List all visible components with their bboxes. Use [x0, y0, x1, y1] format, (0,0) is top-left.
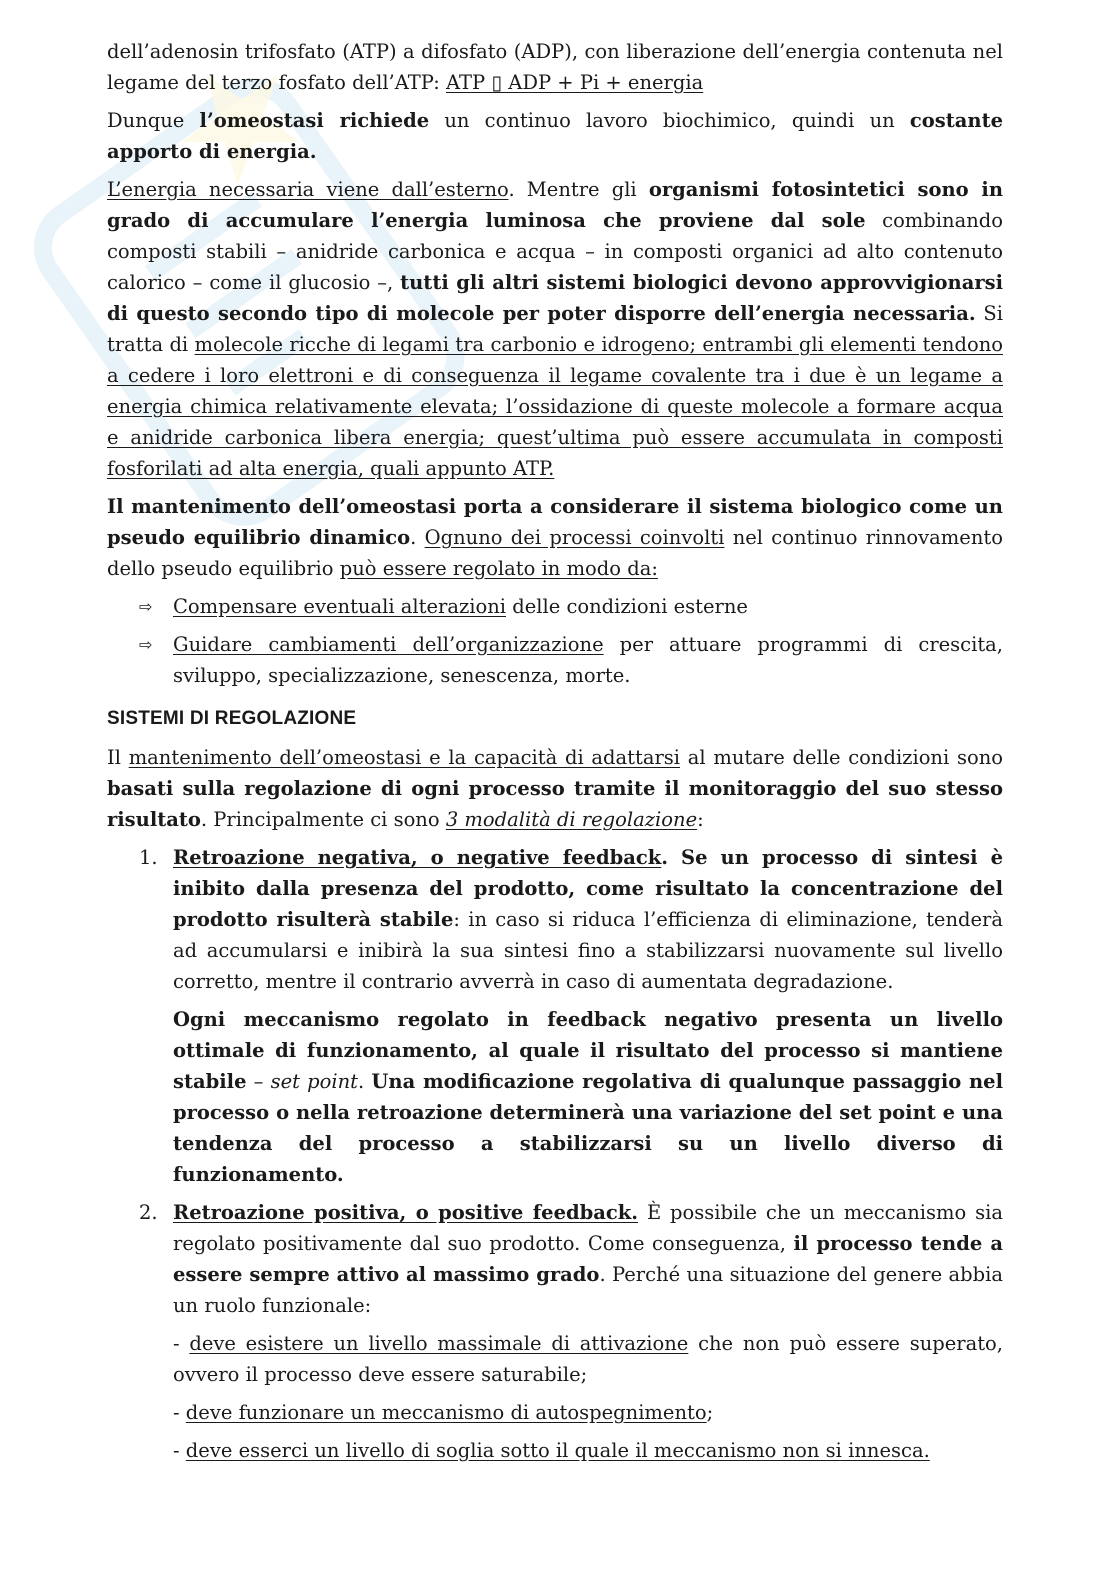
- underlined-text: mantenimento dell’omeostasi e la capacità di adattarsi: [128, 746, 681, 769]
- bold-text: Una modificazione regolativa di qualunque passaggio nel processo o nella retroazione determinerà una variazione del set point e una tendenza del processo a stabilizzarsi su un livello diverso di funzionamento.: [173, 1070, 1003, 1186]
- dash: -: [173, 1332, 190, 1355]
- arrow-list: [107, 591, 1003, 691]
- paragraph-atp: [107, 36, 1003, 98]
- numbered-list: [107, 842, 1003, 1466]
- bold-text: . Se un processo di sintesi è inibito dalla presenza del prodotto, come risultato la concentrazione del prodotto risulterà stabile: [173, 846, 1003, 931]
- bold-text: l’omeostasi richiede: [199, 109, 430, 132]
- text: Dunque: [107, 109, 200, 132]
- text: –: [246, 1070, 271, 1093]
- text: Si tratta di: [107, 302, 1003, 356]
- text: ;: [706, 1401, 714, 1424]
- atp-equation: ATP ▯ ADP + Pi + energia: [445, 71, 704, 94]
- text: combinando composti stabili – anidride carbonica e acqua – in composti organici ad alto contenuto calorico – come il glucosio –,: [107, 209, 1003, 294]
- italic-text: 3 modalità di regolazione: [445, 808, 698, 831]
- text: :: [697, 808, 704, 831]
- text: .: [410, 526, 425, 549]
- arrow-right-icon: ⇨: [139, 597, 153, 616]
- paragraph: [173, 1197, 1003, 1321]
- underlined-text: può essere regolato in modo da:: [339, 557, 658, 580]
- text: delle condizioni esterne: [506, 595, 748, 618]
- underlined-text: Guidare cambiamenti dell’organizzazione: [173, 633, 604, 656]
- underlined-text: deve esistere un livello massimale di attivazione: [189, 1332, 689, 1355]
- list-item-positive-feedback: [107, 1197, 1003, 1466]
- text: un continuo lavoro biochimico, quindi un: [429, 109, 910, 132]
- bold-text: Il mantenimento dell’omeostasi porta a considerare il sistema biologico come un pseudo equilibrio dinamico: [107, 495, 1003, 549]
- underlined-text: Ognuno dei processi coinvolti: [424, 526, 725, 549]
- underlined-text: molecole ricche di legami tra carbonio e idrogeno; entrambi gli elementi tendono a cedere i loro elettroni e di conseguenza il legame covalente tra i due è un legame a energia chimica relativamente elevata; l’ossidazione di queste molecole a formare acqua e anidride carbonica libera energia; quest’ultima può essere accumulata in composti fosforilati ad alta energia, quali appunto ATP.: [107, 333, 1003, 480]
- text: .: [358, 1070, 372, 1093]
- dash-item: [173, 1397, 1003, 1428]
- paragraph: [173, 1004, 1003, 1190]
- italic-text: set point: [270, 1070, 359, 1093]
- arrow-right-icon: ⇨: [139, 635, 153, 654]
- underlined-text: L’energia necessaria viene dall’esterno: [107, 178, 509, 201]
- text: nel continuo rinnovamento dello pseudo equilibrio: [107, 526, 1003, 580]
- text: . Perché una situazione del genere abbia un ruolo funzionale:: [173, 1263, 1003, 1317]
- list-item: [107, 591, 1003, 622]
- text: È possibile che un meccanismo sia regolato positivamente dal suo prodotto. Come conseguenza,: [173, 1201, 1003, 1255]
- text: . Principalmente ci sono: [200, 808, 446, 831]
- paragraph-equilibrio: [107, 491, 1003, 584]
- underlined-text: deve funzionare un meccanismo di autospegnimento: [185, 1401, 707, 1424]
- document-body: [107, 36, 1003, 1473]
- text: che non può essere superato, ovvero il processo deve essere saturabile;: [173, 1332, 1003, 1386]
- item-title: Retroazione negativa, o negative feedback: [173, 846, 662, 869]
- bold-text: tutti gli altri sistemi biologici devono approvvigionarsi di questo secondo tipo di molecole per poter disporre dell’energia necessaria.: [107, 271, 1003, 325]
- section-heading: SISTEMI DI REGOLAZIONE: [107, 708, 357, 729]
- text: Il: [107, 746, 129, 769]
- dash: -: [173, 1439, 186, 1462]
- bold-text: costante apporto di energia.: [107, 109, 1003, 163]
- paragraph: [173, 842, 1003, 997]
- bold-text: organismi fotosintetici sono in grado di accumulare l’energia luminosa che proviene dal sole: [107, 178, 1003, 232]
- bold-text: il processo tende a essere sempre attivo al massimo grado: [173, 1232, 1003, 1286]
- paragraph-omeostasi: [107, 105, 1003, 167]
- list-item: [107, 629, 1003, 691]
- dash: -: [173, 1401, 186, 1424]
- dash-item: [173, 1435, 1003, 1466]
- underlined-italic-text: [446, 808, 697, 831]
- text: al mutare delle condizioni sono: [680, 746, 1004, 769]
- paragraph-regolazione: [107, 742, 1003, 835]
- list-number: 1.: [139, 846, 158, 869]
- dash-item: [173, 1328, 1003, 1390]
- underlined-text: deve esserci un livello di soglia sotto il quale il meccanismo non si innesca.: [185, 1439, 930, 1462]
- bold-text: basati sulla regolazione di ogni processo tramite il monitoraggio del suo stesso risultato: [107, 777, 1003, 831]
- list-number: 2.: [139, 1201, 158, 1224]
- paragraph-energia: [107, 174, 1003, 484]
- text: : in caso si riduca l’efficienza di eliminazione, tenderà ad accumularsi e inibirà la sua sintesi fino a stabilizzarsi nuovamente sul livello corretto, mentre il contrario avverrà in caso di aumentata degradazione.: [173, 908, 1003, 993]
- bold-text: Ogni meccanismo regolato in feedback negativo presenta un livello ottimale di funzionamento, al quale il risultato del processo si mantiene stabile: [173, 1008, 1003, 1093]
- underlined-text: Compensare eventuali alterazioni: [173, 595, 507, 618]
- list-item-negative-feedback: [107, 842, 1003, 1190]
- text: per attuare programmi di crescita, sviluppo, specializzazione, senescenza, morte.: [173, 633, 1004, 687]
- text: dell’adenosin trifosfato (ATP) a difosfato (ADP), con liberazione dell’energia contenuta nel legame del terzo fosfato dell’ATP:: [107, 40, 1003, 94]
- item-title: Retroazione positiva, o positive feedback.: [173, 1201, 639, 1224]
- text: . Mentre gli: [508, 178, 649, 201]
